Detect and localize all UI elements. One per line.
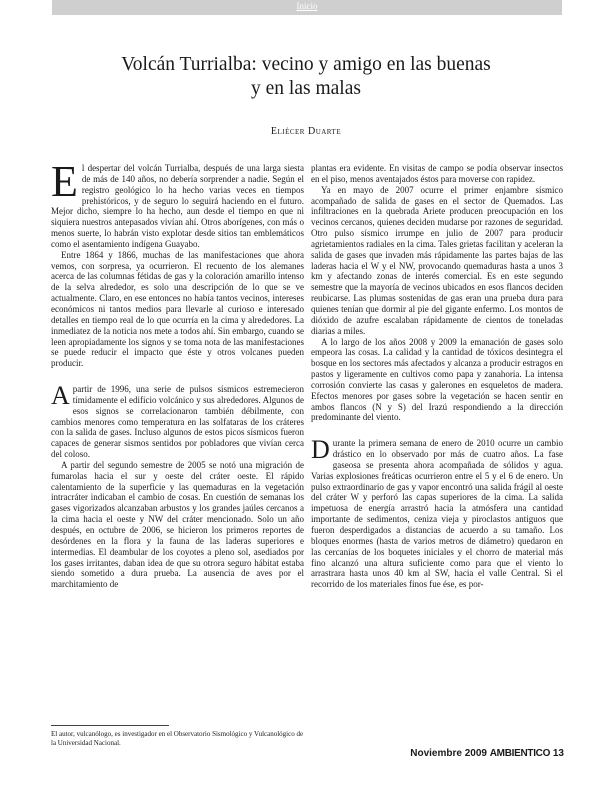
drop-cap: D — [311, 435, 330, 465]
section-tab[interactable] — [52, 0, 562, 15]
right-column — [311, 163, 563, 590]
page-footer — [410, 748, 564, 759]
article-author: Eliécer Duarte — [270, 126, 342, 137]
paragraph-text: partir de 1996, una serie de pulsos sísmicos estremecieron tímidamente el edificio volcánico y sus alrededores. Algunos de esos signos se correlacionaron también débilmente, con cambios menores como temperatura en las solfataras de los cráteres con la salida de gases. Incluso algunos de estos picos sísmicos fueron capaces de generar sismos sentidos por pobladores que vivían cerca del coloso. — [51, 384, 304, 460]
article-title-line-2: y en las malas — [251, 78, 361, 99]
paragraph — [51, 157, 304, 250]
author-footnote: El autor, vulcanólogo, es investigador en el Observatorio Sismológico y Vulcanológico de la Universidad Nacional. — [51, 730, 304, 747]
paragraph — [51, 381, 304, 460]
issue-date: Noviembre 2009 — [410, 748, 487, 759]
paragraph: plantas era evidente. En visitas de campo se podía observar insectos en el piso, menos aventajados éstos para moverse con rapidez. — [311, 163, 563, 184]
paragraph: A partir del segundo semestre de 2005 se notó una migración de fumarolas hacia el sur y oeste del cráter oeste. El rápido calentamiento de la superficie y las quemaduras en la vegetación intracráter indicaban el cambio de cosas. En cuestión de semanas los gases vigorizados alcanzaban arbustos y los grandes jaúles cercanos a la cima hacia el oeste y NW del cráter mencionado. Solo un año después, en octubre de 2006, se hicieron los primeros reportes de desórdenes en la flora y la fauna de las laderas superiores e intermedias. El deambular de los coyotes a pleno sol, asediados por los gases irritantes, daban idea de que su otrora seguro hábitat estaba siendo sometido a dura prueba. La ausencia de aves por el marchitamiento de — [51, 459, 304, 590]
article-title — [60, 53, 552, 101]
section-tab-label[interactable]: Inicio — [296, 1, 318, 11]
paragraph: A lo largo de los años 2008 y 2009 la emanación de gases solo empeora las cosas. La calidad y la cantidad de tóxicos desintegra el bosque en los sectores más afectados y alcanza a producir estragos en pastos y ligeramente en cultivos como papa y zanahoria. La intensa corrosión convierte las casas y galerones en esqueletos de madera. Efectos menores por gases sobre la vegetación se hacen sentir en ambos flancos (N y S) del Irazú respondiendo a la dirección predominante del viento. — [311, 336, 563, 423]
article-title-line-1: Volcán Turrialba: vecino y amigo en las buenas — [121, 54, 491, 75]
paragraph-text: urante la primera semana de enero de 2010 ocurre un cambio drástico en lo observado por más de cuatro años. La fase gaseosa se presenta ahora acompañada de sólidos y agua. Varias explosiones freáticas ocurrieron entre el 5 y el 6 de enero. Un pulso extraordinario de gas y vapor encontró una salida frágil al oeste del cráter W y perforó las capas superiores de la cima. La salida impetuosa de energía arrastró hacia la atmósfera una cantidad importante de sedimentos, ceniza vieja y piroclastos antiguos que fueron desperdigados a distancias de acuerdo a su tamaño. Los bloques enormes (hasta de varios metros de diámetro) quedaron en las cercanías de los boquetes iniciales y el chorro de material más fino alcanzó una altura suficiente como para que el viento lo arrastrara hasta unos 40 km al SW, hacia el valle Central. Si el recorrido de los materiales finos fue ése, es por- — [311, 438, 563, 590]
paragraph: Entre 1864 y 1866, muchas de las manifestaciones que ahora vemos, con sorpresa, ya ocurrieron. El recuento de los alemanes acerca de las columnas fétidas de gas y la coloración amarillo intenso de la selva alrededor, es solo una descripción de lo que se ve actualmente. Claro, en ese entonces no había tantos vecinos, intereses económicos ni tantos medios para llevarle al curioso e interesado detalles en tiempo real de lo que ocurría en la cima y alrededores. La inmediatez de la noticia nos mete a todos ahí. Sin embargo, cuando se leen apropiadamente los signos y se toma nota de las manifestaciones se puede reducir el impacto que éste y otros volcanes pueden producir. — [51, 249, 304, 369]
footnote-divider — [51, 725, 169, 726]
paragraph: Ya en mayo de 2007 ocurre el primer enjambre sísmico acompañado de salida de gases en el sector de Quemados. Las infiltraciones en la quebrada Ariete producen preocupación en los vecinos cercanos, quienes deciden mudarse por razones de seguridad. Otro pulso sísmico irrumpe en julio de 2007 para producir agrietamientos radiales en la cima. Tales grietas facilitan y aceleran la salida de gases que invaden más rápidamente las partes bajas de las laderas hacia el W y el NW, provocando quemaduras hasta a unos 3 km y afectando zonas de interés comercial. Es en este segundo semestre que la mayoría de vecinos ubicados en esos flancos deciden reubicarse. Las plumas sostenidas de gas eran una prueba dura para quienes tenían que dormir al pie del gigante enfermo. Los montos de dióxido de azufre escalaban rápidamente de cientos de toneladas diarias a miles. — [311, 184, 563, 336]
drop-cap: E — [51, 157, 78, 206]
paragraph-text: l despertar del volcán Turrialba, después de una larga siesta de más de 140 años, no debería sorprender a nadie. Según el registro geológico lo ha hecho varias veces en tiempos prehistóricos, y de seguro lo seguirá haciendo en el futuro. Mejor dicho, siempre lo ha hecho, aun desde el tiempo en que ni siquiera nuestros antepasados vivían ahí. Otros aborígenes, con más o menos suerte, lo habrán visto explotar desde sitios tan emblemáticos como el asentamiento indígena Guayabo. — [51, 163, 304, 249]
left-column — [51, 157, 304, 590]
magazine-brand: AMBIENTICO — [489, 748, 551, 759]
drop-cap: A — [51, 381, 70, 411]
page-number: 13 — [552, 748, 564, 759]
paragraph — [311, 435, 563, 590]
